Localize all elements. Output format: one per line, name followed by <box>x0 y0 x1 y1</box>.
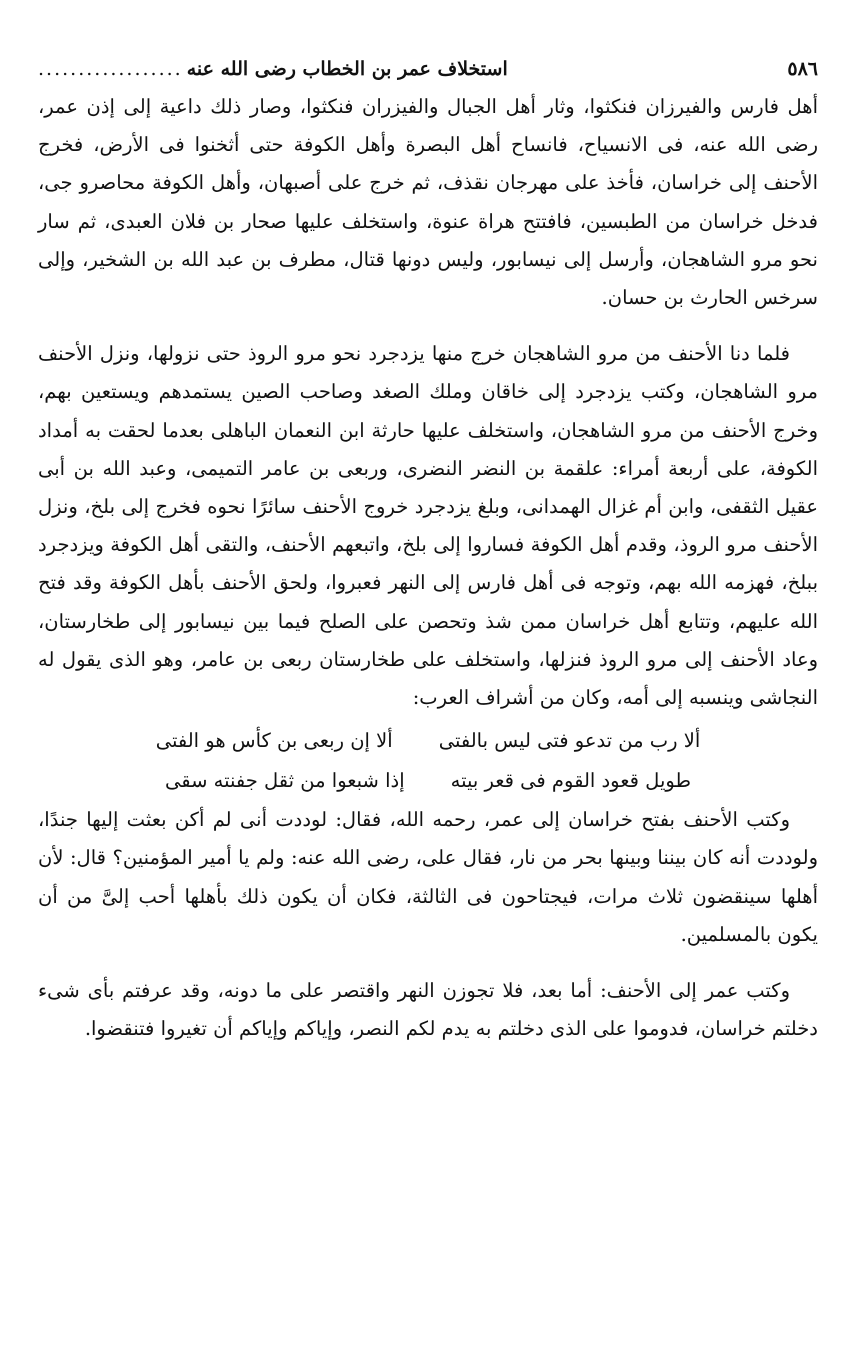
poem-hemistich-first: طويل قعود القوم فى قعر بيته <box>450 769 691 793</box>
header-title: استخلاف عمر بن الخطاب رضى الله عنه <box>186 58 508 80</box>
paragraph-4: وكتب عمر إلى الأحنف: أما بعد، فلا تجوزن النهر واقتصر على ما دونه، وقد عرفتم بأى شىء دخلتم خراسان، فدوموا على الذى دخلتم به يدم لكم النصر، وإياكم وإياكم أن تغيروا فتنقضوا. <box>38 979 818 1041</box>
poem-line <box>38 721 818 761</box>
paragraph-1: أهل فارس والفيرزان فنكثوا، وثار أهل الجبال والفيزران فنكثوا، وصار ذلك داعية إلى إذن عمر، رضى الله عنه، فى الانسياح، فانساح أهل البصرة وأهل الكوفة حتى أثخنوا فى الأرض، فخرج الأحنف إلى خراسان، فأخذ على مهرجان نقذف، ثم خرج على أصبهان، وأهل الكوفة محاصرو جى، فدخل خراسان من الطبسين، فافتتح هراة عنوة، واستخلف عليها صحار بن فلان العبدى، ثم سار نحو مرو الشاهجان، وأرسل إلى نيسابور، وليس دونها قتال، مطرف بن عبد الله بن الشخير، وإلى سرخس الحارث بن حسان. <box>38 95 818 310</box>
paragraph-2: فلما دنا الأحنف من مرو الشاهجان خرج منها يزدجرد نحو مرو الروذ حتى نزولها، ونزل الأحنف مرو الشاهجان، وكتب يزدجرد إلى خاقان وملك الصغد وصاحب الصين يستمدهم ويستعين بهم، وخرج الأحنف من مرو الشاهجان، واستخلف عليها حارثة ابن النعمان الباهلى بعدما لحقت به أمداد الكوفة، على أربعة أمراء: علقمة بن النضر النضرى، وربعى بن عامر التميمى، وعبد الله بن أبى عقيل الثقفى، وابن أم غزال الهمدانى، وبلغ يزدجرد خروج الأحنف سائرًا نحوه فخرج إلى بلخ، ونزل الأحنف مرو الروذ، وقدم أهل الكوفة فساروا إلى بلخ، واتبعهم الأحنف، والتقى أهل الكوفة ويزدجرد ببلخ، فهزمه الله بهم، وتوجه فى أهل فارس إلى النهر فعبروا، ولحق الأحنف بأهل الكوفة وقد فتح الله عليهم، وتتابع أهل خراسان ممن شذ وتحصن على الصلح فيما بين نيسابور إلى طخارستان، وعاد الأحنف إلى مرو الروذ فنزلها، واستخلف على طخارستان ربعى بن عامر، وهو الذى يقول له النجاشى وينسبه إلى أمه، وكان من أشراف العرب: <box>38 342 819 710</box>
header-title-group <box>38 50 508 88</box>
running-header <box>38 50 818 88</box>
poem-hemistich-second: ألا إن ربعى بن كأس هو الفتى <box>155 729 393 753</box>
page <box>38 50 818 1048</box>
page-number: ٥٨٦ <box>787 58 818 80</box>
poem-hemistich-second: إذا شبعوا من ثقل جفنته سقى <box>165 769 405 793</box>
poem-hemistich-first: ألا رب من تدعو فتى ليس بالفتى <box>438 729 701 753</box>
poem <box>38 721 818 801</box>
paragraph-3: وكتب الأحنف بفتح خراسان إلى عمر، رحمه الله، فقال: لوددت أنى لم أكن بعثت إليها جندًا، ولوددت أنه كان بيننا وبينها بحر من نار، فقال على، رضى الله عنه: ولم يا أمير المؤمنين؟ قال: لأن أهلها سينقضون ثلاث مرات، فيجتاحون فى الثالثة، فكان أن يكون ذلك بأهلها أحب إلىَّ من أن يكون بالمسلمين. <box>38 808 818 946</box>
header-leader-dots: .................. <box>38 58 183 80</box>
poem-line <box>38 761 818 801</box>
